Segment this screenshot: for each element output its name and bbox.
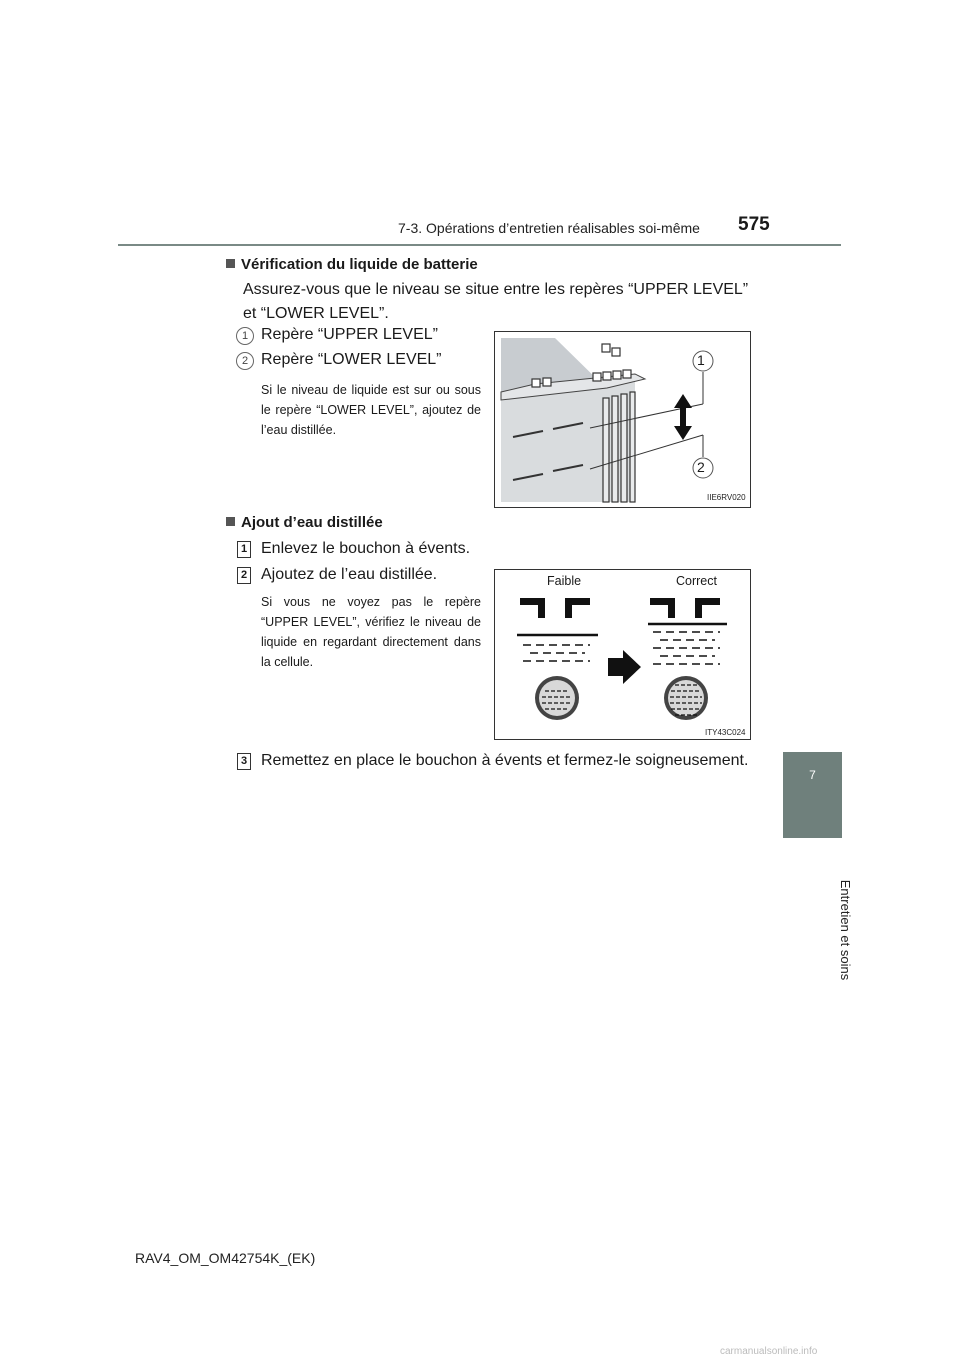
item-lower-level: Repère “LOWER LEVEL” <box>261 351 442 368</box>
figure-callout-lower: 2 <box>697 459 705 475</box>
watermark: carmanualsonline.info <box>720 1346 818 1357</box>
label-low: Faible <box>547 574 582 588</box>
document-code: RAV4_OM_OM42754K_(EK) <box>135 1250 316 1266</box>
step-replace-cap: Remettez en place le bouchon à évents et fermez-le soigneusement. <box>261 752 749 769</box>
step-marker: 3 <box>237 753 251 770</box>
item-upper-level: Repère “UPPER LEVEL” <box>261 326 438 343</box>
section-heading-distilled-water: Ajout d’eau distillée <box>226 514 383 531</box>
section-title: 7-3. Opérations d’entretien réalisables soi-même <box>398 220 700 236</box>
battery-illustration <box>495 332 750 507</box>
page-number: 575 <box>738 214 770 235</box>
figure-code: ITY43C024 <box>705 728 746 737</box>
bullet-square-icon <box>226 259 235 268</box>
section-intro: Assurez-vous que le niveau se situe entre les repères “UPPER LEVEL” et “LOWER LEVEL”. <box>243 281 749 322</box>
fluid-level-figure <box>494 569 751 740</box>
figure-code: IIE6RV020 <box>707 493 746 502</box>
fluid-level-illustration <box>495 570 750 739</box>
step-marker: 1 <box>237 541 251 558</box>
figure-callout-upper: 1 <box>697 352 705 368</box>
item-marker: 2 <box>236 352 254 370</box>
section-heading-battery-check: Vérification du liquide de batterie <box>226 256 478 273</box>
step-marker: 2 <box>237 567 251 584</box>
chapter-tab[interactable] <box>783 752 842 838</box>
step-remove-cap: Enlevez le bouchon à évents. <box>261 540 471 557</box>
battery-level-figure <box>494 331 751 508</box>
header-divider <box>118 244 841 246</box>
item-marker: 1 <box>236 327 254 345</box>
chapter-label: Entretien et soins <box>838 879 853 981</box>
step-add-water: Ajoutez de l’eau distillée. <box>261 566 438 583</box>
note-upper-level: Si vous ne voyez pas le repère “UPPER LEVEL”, vérifiez le niveau de liquide en regardant directement dans la cellule. <box>261 595 481 669</box>
label-correct: Correct <box>676 574 717 588</box>
chapter-number: 7 <box>809 768 816 782</box>
note-lower-level: Si le niveau de liquide est sur ou sous le repère “LOWER LEVEL”, ajoutez de l’eau distillée. <box>261 383 481 437</box>
bullet-square-icon <box>226 517 235 526</box>
